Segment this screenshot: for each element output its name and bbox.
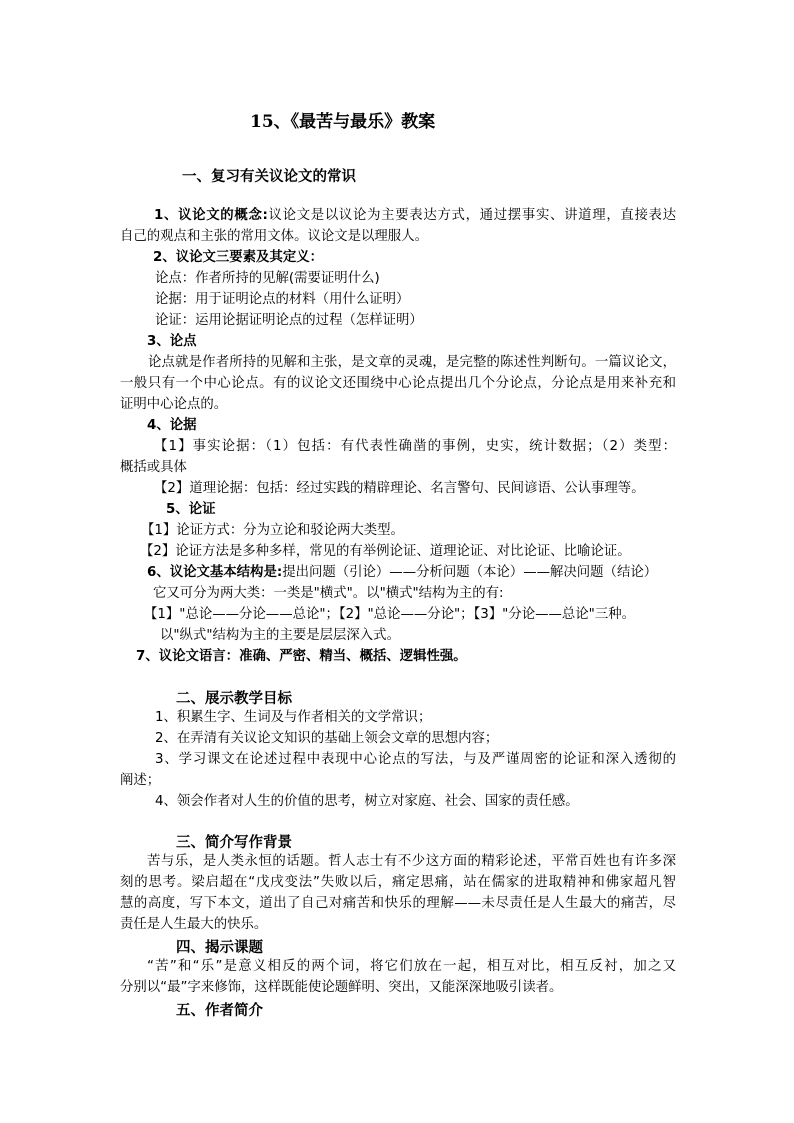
language-text: 准确、严密、精当、概括、逻辑性强。 xyxy=(239,649,467,664)
background-line-1: 苦与乐，是人类永恒的话题。哲人志士有不少这方面的精彩论述，平常百姓也有许多深 xyxy=(147,854,676,869)
element-thesis: 论点：作者所持的见解(需要证明什么) xyxy=(155,271,380,286)
goal-2: 2、在弄清有关议论文知识的基础上领会文章的思想内容； xyxy=(155,731,499,746)
structure-text: 提出问题（引论）——分析问题（本论）——解决问题（结论） xyxy=(282,565,658,580)
thesis-line-1: 论点就是作者所持的见解和主张，是文章的灵魂，是完整的陈述性判断句。一篇议论文， xyxy=(148,355,676,370)
background-para xyxy=(120,852,676,872)
element-evidence: 论据：用于证明论点的材料（用什么证明） xyxy=(155,292,410,307)
thesis-line-3: 证明中心论点的。 xyxy=(120,397,228,412)
reason-evidence: 【2】道理论据：包括：经过实践的精辟理论、名言警句、民间谚语、公认事理等。 xyxy=(154,481,645,496)
paragraph-concept xyxy=(120,206,676,226)
fact-evidence-line-1: 【1】事实论据：（1）包括：有代表性确凿的事例，史实，统计数据；（2）类型： xyxy=(154,439,676,454)
background-line-3: 慧的高度，写下本文，道出了自己对痛苦和快乐的理解——未尽责任是人生最大的痛苦，尽 xyxy=(120,896,676,911)
thesis-label: 3、论点 xyxy=(147,334,197,349)
document-title: 15、《最苦与最乐》教案 xyxy=(250,112,436,132)
section-heading-4: 四、揭示课题 xyxy=(176,940,263,956)
concept-text-cont: 自己的观点和主张的常用文体。议论文是以理服人。 xyxy=(120,229,428,244)
structure-horizontal: 【1】"总论——分论——总论"；【2】"总论——分论"；【3】"分论——总论"三种。 xyxy=(144,607,636,622)
structure-types: 它又可分为两大类：一类是"横式"。以"横式"结构为主的有: xyxy=(153,586,504,601)
element-argument: 论证：运用论据证明论点的过程（怎样证明） xyxy=(155,313,423,328)
goal-3-line-1: 3、学习课文在论述过程中表现中心论点的写法，与及严谨周密的论证和深入透彻的 xyxy=(155,752,676,767)
section-heading-3: 三、简介写作背景 xyxy=(176,835,292,851)
argument-mode: 【1】论证方式：分为立论和驳论两大类型。 xyxy=(141,523,404,538)
thesis-text xyxy=(120,353,676,373)
goal-3-line-2: 阐述； xyxy=(120,773,161,788)
argument-methods: 【2】论证方法是多种多样，常见的有举例论证、道理论证、对比论证、比喻论证。 xyxy=(140,544,631,559)
goal-1: 1、积累生字、生词及与作者相关的文学常识； xyxy=(155,710,432,725)
concept-text: 议论文是以议论为主要表达方式，通过摆事实、讲道理，直接表达 xyxy=(267,208,677,223)
language-label: 7、议论文语言： xyxy=(136,649,240,664)
topic-line-2: 分别以“最”字来修饰，这样既能使论题鲜明、突出，又能深深地吸引读者。 xyxy=(120,980,563,995)
elements-label: 2、议论文三要素及其定义： xyxy=(153,250,324,265)
goal-4: 4、领会作者对人生的价值的思考，树立对家庭、社会、国家的责任感。 xyxy=(155,794,579,809)
thesis-line-2: 一般只有一个中心论点。有的议论文还围绕中心论点提出几个分论点，分论点是用来补充和 xyxy=(120,376,676,391)
concept-label: 1、议论文的概念: xyxy=(154,208,268,223)
topic-para xyxy=(120,957,676,977)
argument-label: 5、论证 xyxy=(166,502,216,517)
topic-line-1: “苦”和“乐”是意义相反的两个词，将它们放在一起，相互对比，相互反衬，加之又 xyxy=(147,959,676,974)
background-line-2: 刻的思考。梁启超在“戊戌变法”失败以后，痛定思痛，站在儒家的进取精神和佛家超凡智 xyxy=(120,875,676,890)
background-line-4: 责任是人生最大的快乐。 xyxy=(120,917,268,932)
fact-evidence xyxy=(120,437,676,457)
structure-label: 6、议论文基本结构是: xyxy=(147,565,283,580)
fact-evidence-line-2: 概括或具体 xyxy=(120,460,187,475)
section-heading-2: 二、展示教学目标 xyxy=(176,691,292,707)
section-heading-1: 一、复习有关议论文的常识 xyxy=(182,169,356,185)
structure-vertical: 以"纵式"结构为主的主要是层层深入式。 xyxy=(160,628,400,643)
goal-3 xyxy=(120,750,676,770)
language-line xyxy=(136,647,467,667)
section-heading-5: 五、作者简介 xyxy=(176,1003,263,1019)
evidence-label: 4、论据 xyxy=(147,418,197,433)
structure-line xyxy=(147,563,657,583)
